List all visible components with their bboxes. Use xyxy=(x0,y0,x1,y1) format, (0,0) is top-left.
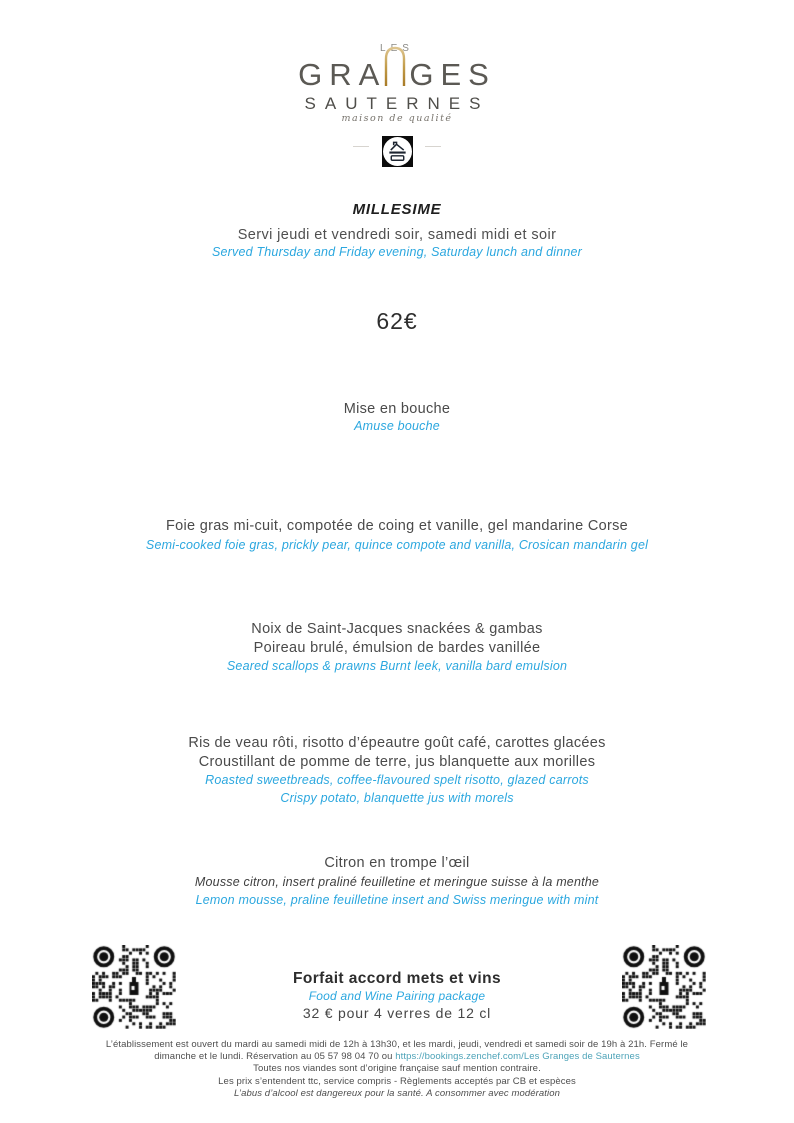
course-4-en-line-2: Crispy potato, blanquette jus with morels xyxy=(280,791,514,805)
menu-title: MILLESIME xyxy=(352,201,442,218)
footer-booking-link[interactable]: https://bookings.zenchef.com/Les Granges de Sauternes xyxy=(395,1051,640,1062)
course-5-desc-fr: Mousse citron, insert praliné feuilletine et meringue suisse à la menthe xyxy=(194,875,600,889)
brand-badge-wrap xyxy=(0,136,794,168)
menu-price: 62€ xyxy=(376,308,418,334)
course-3-en: Seared scallops & prawns Burnt leek, vanilla bard emulsion xyxy=(226,659,568,673)
pairing-price: 32 € pour 4 verres de 12 cl xyxy=(302,1005,492,1021)
course-3-fr-line-2: Poireau brulé, émulsion de bardes vanillée xyxy=(253,640,541,656)
gold-arch-n-icon xyxy=(386,44,409,92)
pairing-subtitle-en: Food and Wine Pairing package xyxy=(308,989,486,1003)
course-5-fr: Citron en trompe l’œil xyxy=(324,855,470,871)
course-4-fr-line-2: Croustillant de pomme de terre, jus blanquette aux morilles xyxy=(198,754,596,770)
footer-alcohol-warning: L’abus d’alcool est dangereux pour la santé. A consommer avec modération xyxy=(234,1088,560,1099)
brand-wordmark-right: GES xyxy=(409,57,496,92)
course-4-en-line-1: Roasted sweetbreads, coffee-flavoured spelt risotto, glazed carrots xyxy=(205,773,589,787)
brand-word-les: LES xyxy=(380,43,414,54)
footer-reservation-text: dimanche et le lundi. Réservation au 05 57 98 04 70 ou xyxy=(154,1051,396,1062)
brand-word-sauternes: SAUTERNES xyxy=(304,94,490,113)
brand-wordmark xyxy=(0,56,794,92)
service-info-fr: Servi jeudi et vendredi soir, samedi midi et soir xyxy=(237,227,557,243)
brand-tagline: maison de qualité xyxy=(341,113,453,124)
service-info-en: Served Thursday and Friday evening, Saturday lunch and dinner xyxy=(211,245,583,259)
footer-meat-origin: Toutes nos viandes sont d’origine française sauf mention contraire. xyxy=(253,1063,541,1074)
course-3-fr-line-1: Noix de Saint-Jacques snackées & gambas xyxy=(251,621,543,637)
qr-code-left xyxy=(92,945,176,1029)
course-2-fr: Foie gras mi-cuit, compotée de coing et vanille, gel mandarine Corse xyxy=(165,518,629,534)
footer-hours-line-2 xyxy=(0,1051,794,1062)
barn-badge-icon xyxy=(382,136,413,167)
footer-hours-line-1: L’établissement est ouvert du mardi au samedi midi de 12h à 13h30, et les mardi, jeudi, vendredi et samedi soir de 19h à 21h. Fermé le xyxy=(105,1039,689,1050)
pairing-title: Forfait accord mets et vins xyxy=(292,970,502,987)
footer-prices-payments: Les prix s’entendent ttc, service compris - Règlements acceptés par CB et espèces xyxy=(218,1075,576,1087)
course-5-en: Lemon mousse, praline feuilletine insert and Swiss meringue with mint xyxy=(195,893,599,907)
brand-wordmark-left: GRA xyxy=(298,57,387,92)
qr-code-right xyxy=(622,945,706,1029)
course-2-en: Semi-cooked foie gras, prickly pear, quince compote and vanilla, Crosican mandarin gel xyxy=(145,538,649,552)
course-4-fr-line-1: Ris de veau rôti, risotto d’épeautre goût café, carottes glacées xyxy=(188,735,606,751)
course-1-en: Amuse bouche xyxy=(354,419,440,433)
course-1-fr: Mise en bouche xyxy=(343,401,451,417)
